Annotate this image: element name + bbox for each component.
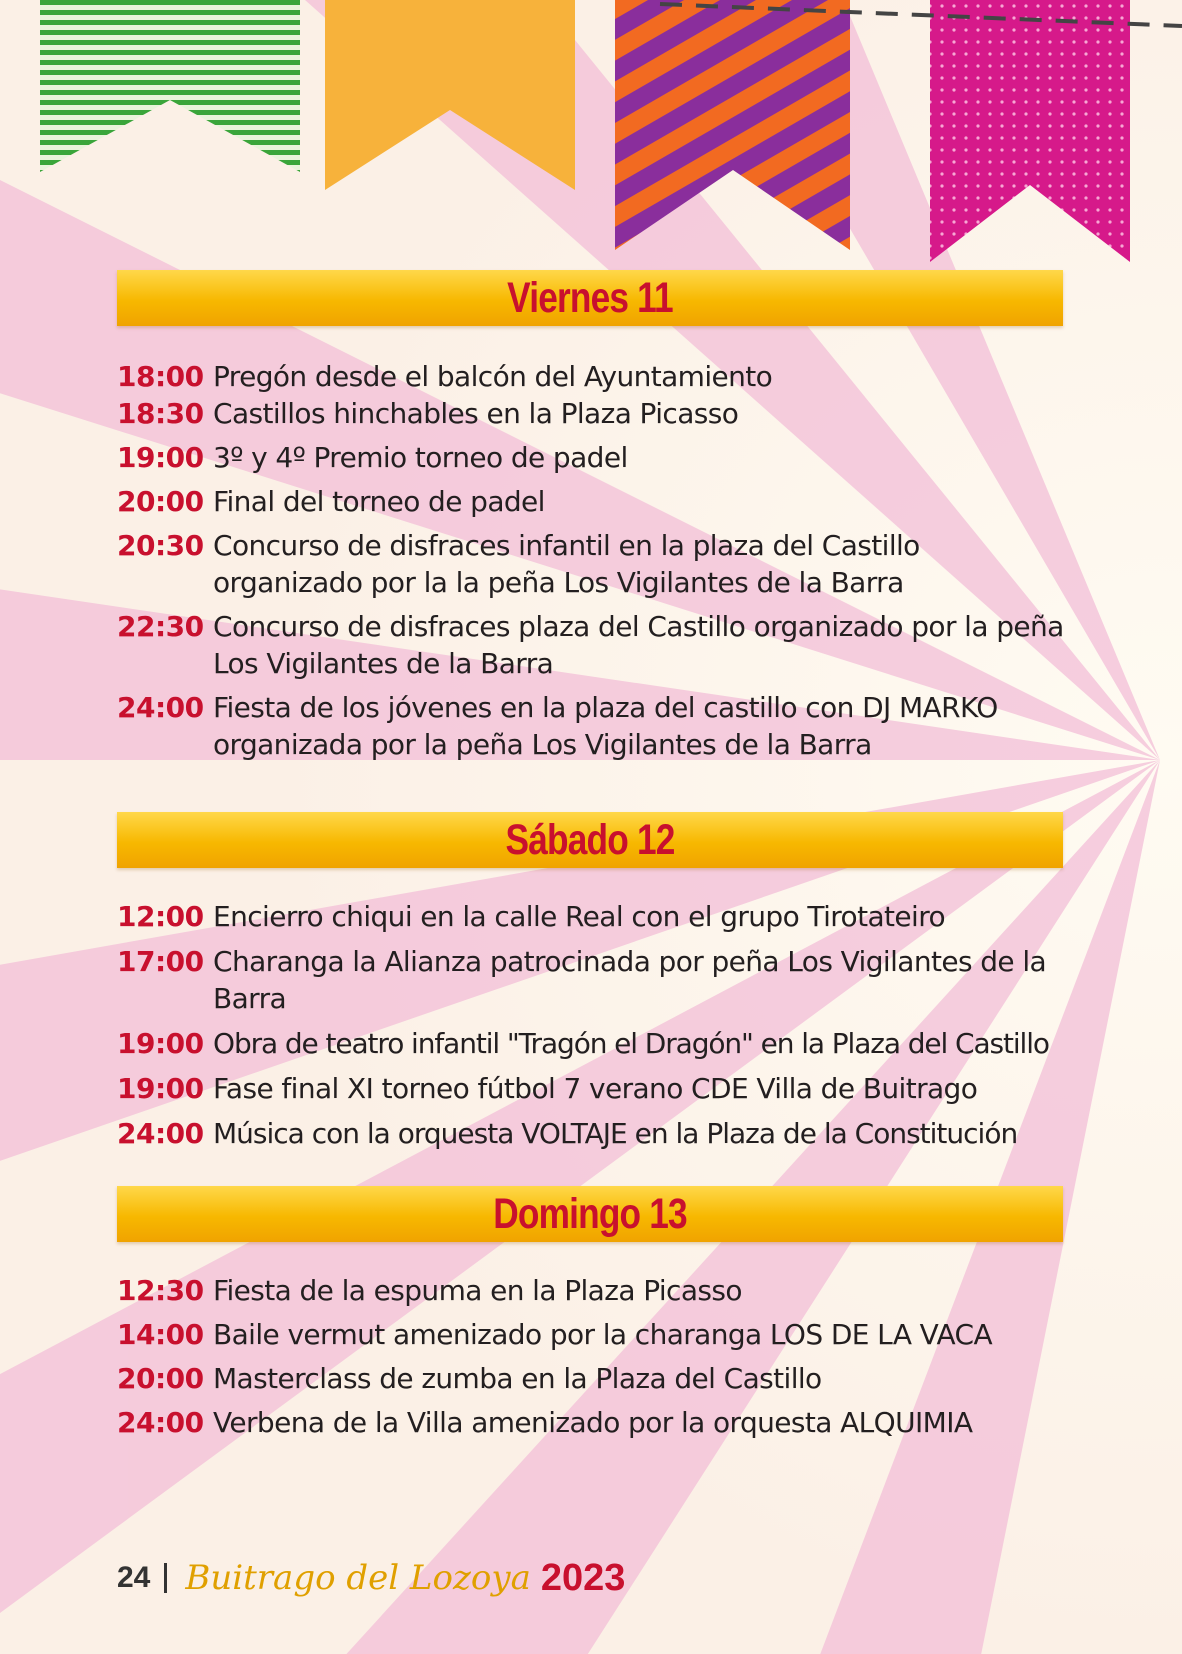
page-number: 24: [117, 1561, 151, 1594]
event-row: [117, 358, 1077, 395]
event-row: [117, 1404, 1077, 1441]
event-description: Masterclass de zumba en la Plaza del Castillo: [213, 1362, 822, 1395]
event-row: [117, 395, 1077, 432]
flag-orange: [325, 0, 575, 190]
event-time: 20:00: [117, 1362, 204, 1395]
flag-striped: [615, 0, 850, 250]
day-title: Domingo 13: [493, 1189, 687, 1238]
page-footer: [117, 1553, 625, 1603]
event-row: [117, 1360, 1077, 1397]
event-row: [117, 1115, 1077, 1152]
flag-green: [40, 0, 300, 172]
event-row: [117, 527, 1077, 601]
event-time: 19:00: [117, 1027, 204, 1060]
event-description: Final del torneo de padel: [213, 485, 545, 518]
event-row: [117, 439, 1077, 476]
event-time: 12:30: [117, 1274, 204, 1307]
town-name: Buitrago del Lozoya: [185, 1558, 531, 1598]
event-description: Verbena de la Villa amenizado por la orquesta ALQUIMIA: [213, 1406, 973, 1439]
event-description: Fase final XI torneo fútbol 7 verano CDE Villa de Buitrago: [213, 1072, 978, 1105]
event-time: 24:00: [117, 691, 204, 724]
event-time: 18:00: [117, 360, 204, 393]
event-time: 24:00: [117, 1406, 204, 1439]
event-time: 18:30: [117, 397, 204, 430]
event-list-saturday: [117, 898, 1077, 1152]
day-title: Viernes 11: [507, 273, 673, 322]
event-description: Música con la orquesta VOLTAJE en la Plaza de la Constitución: [213, 1117, 1018, 1150]
event-description: Encierro chiqui en la calle Real con el grupo Tirotateiro: [213, 900, 946, 933]
event-description: Obra de teatro infantil "Tragón el Dragón" en la Plaza del Castillo: [213, 1027, 1049, 1060]
event-time: 19:00: [117, 441, 204, 474]
event-row: [117, 1316, 1077, 1353]
event-time: 20:00: [117, 485, 204, 518]
event-time: 12:00: [117, 900, 204, 933]
event-description: Fiesta de la espuma en la Plaza Picasso: [213, 1274, 742, 1307]
flag-magenta: [930, 0, 1130, 262]
day-banner-sunday: [117, 1186, 1063, 1242]
day-banner-saturday: [117, 812, 1063, 868]
event-description: Pregón desde el balcón del Ayuntamiento: [213, 360, 773, 393]
event-list-friday: [117, 358, 1077, 763]
event-row: [117, 608, 1077, 682]
day-title: Sábado 12: [505, 815, 675, 864]
event-time: 14:00: [117, 1318, 204, 1351]
event-row: [117, 943, 1077, 1017]
event-list-sunday: [117, 1272, 1077, 1441]
event-row: [117, 1272, 1077, 1309]
event-row: [117, 483, 1077, 520]
day-banner-friday: [117, 270, 1063, 326]
event-description: Concurso de disfraces plaza del Castillo organizado por la peña Los Vigilantes de la Barra: [213, 610, 1064, 680]
event-time: 22:30: [117, 610, 204, 643]
event-time: 19:00: [117, 1072, 204, 1105]
footer-divider: [164, 1563, 167, 1593]
event-time: 24:00: [117, 1117, 204, 1150]
bunting-flags: [0, 0, 1182, 270]
event-time: 17:00: [117, 945, 204, 978]
event-description: Castillos hinchables en la Plaza Picasso: [213, 397, 739, 430]
event-row: [117, 1070, 1077, 1107]
event-description: Baile vermut amenizado por la charanga LOS DE LA VACA: [213, 1318, 993, 1351]
year: 2023: [540, 1556, 626, 1599]
event-description: 3º y 4º Premio torneo de padel: [213, 441, 628, 474]
event-row: [117, 1025, 1077, 1062]
event-description: Fiesta de los jóvenes en la plaza del castillo con DJ MARKO organizada por la peña Los Vigilantes de la Barra: [213, 691, 998, 761]
event-row: [117, 689, 1077, 763]
event-time: 20:30: [117, 529, 204, 562]
event-description: Charanga la Alianza patrocinada por peña Los Vigilantes de la Barra: [213, 945, 1047, 1015]
event-row: [117, 898, 1077, 935]
event-description: Concurso de disfraces infantil en la plaza del Castillo organizado por la la peña Los Vigilantes de la Barra: [213, 529, 920, 599]
